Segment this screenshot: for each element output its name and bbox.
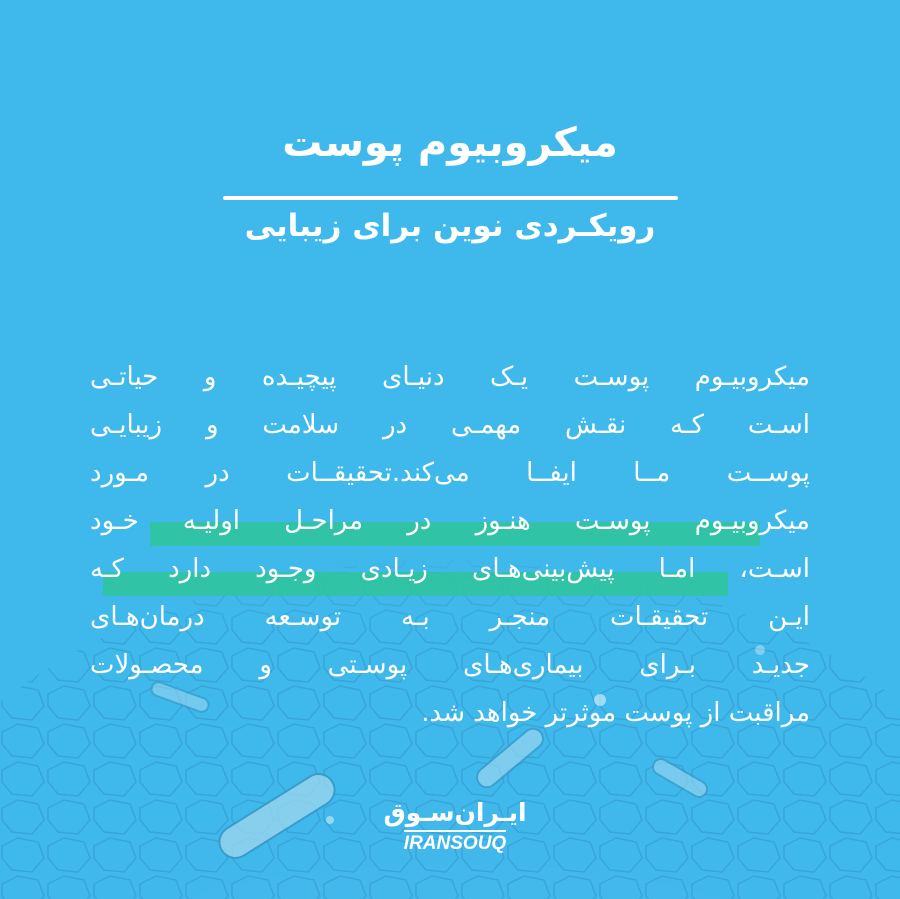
body-line: میکروبیـوم پوسـت یـک دنیـای پیچیـده و حیاتـی (90, 362, 810, 392)
logo-latin-text: IRANSOUQ (404, 830, 506, 855)
body-line: مراقبت از پوست موثرتر خواهد شد. (421, 698, 810, 728)
page-title: میکروبیوم پوست (282, 120, 618, 166)
body-line: ایـن تحقیقـات منجـر بـه توسـعه درمان‌هـای (90, 602, 810, 632)
page-subtitle: رویکـردی نوین برای زیبایی (244, 208, 656, 244)
logo-persian-text: ایـران‌سـوق (383, 798, 527, 827)
body-line: پوســت مــا ایفــا می‌کند.تحقیقــات در مـورد (90, 458, 810, 488)
title-divider (223, 196, 678, 200)
body-line: میکروبیـوم پوسـت هنـوز در مراحـل اولیـه خـود (90, 506, 810, 536)
body-line: اسـت، امـا پیش‌بینی‌هـای زیـادی وجـود دارد کـه (90, 554, 810, 584)
brand-logo (360, 796, 550, 866)
body-line: اسـت کـه نقـش مهمـی در سلامت و زیبایـی (90, 410, 810, 440)
body-line: جدیـد بـرای بیماری‌هـای پوسـتی و محصـولات (90, 650, 810, 680)
body-paragraph (90, 353, 810, 737)
